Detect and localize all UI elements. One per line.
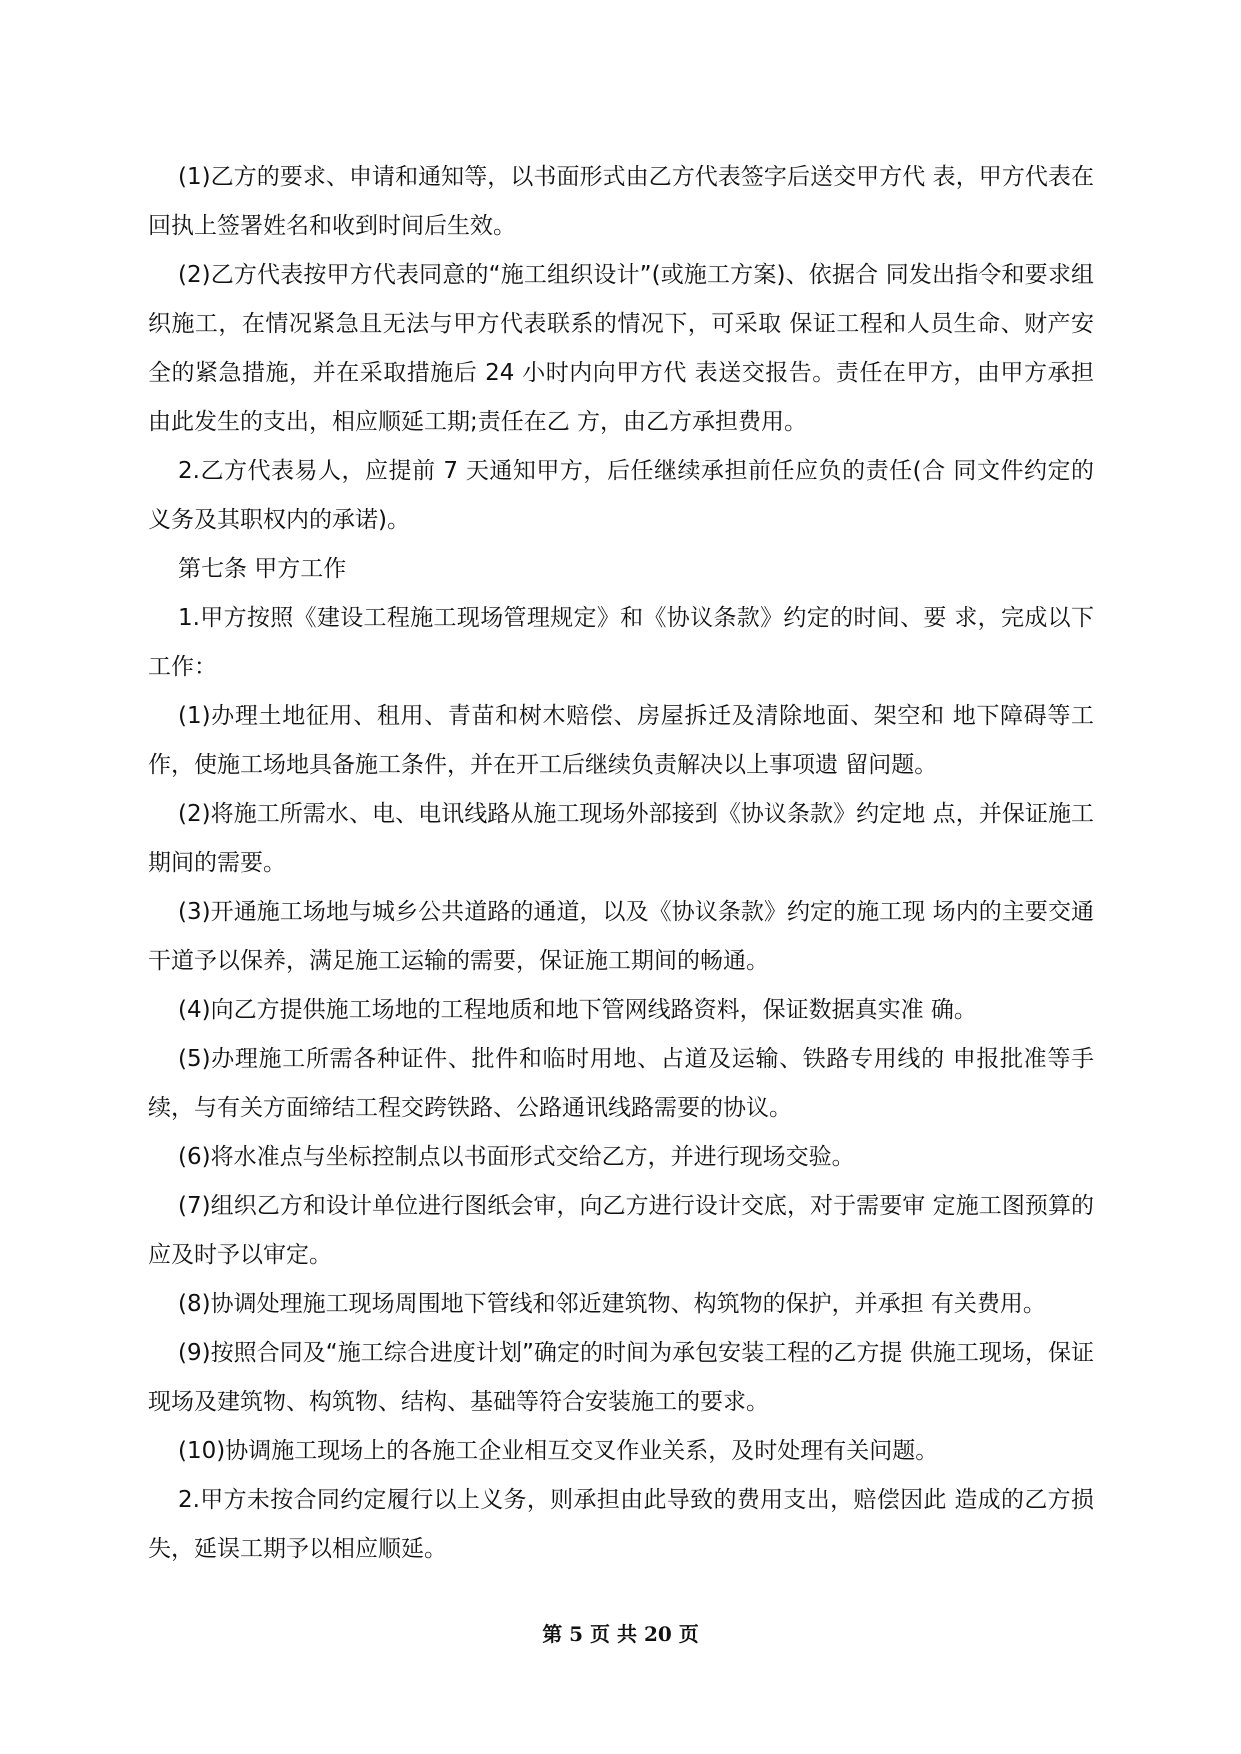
- paragraph-duty-8: (8)协调处理施工现场周围地下管线和邻近建筑物、构筑物的保护，并承担 有关费用。: [178, 1291, 1046, 1317]
- paragraph-representative-notice: (1)乙方的要求、申请和通知等，以书面形式由乙方代表签字后送交甲方代 表，甲方代表在回执上签署姓名和收到时间后生效。: [148, 164, 1094, 239]
- page-number: 第 5 页 共 20 页: [542, 1622, 699, 1646]
- paragraph-duty-6: (6)将水准点与坐标控制点以书面形式交给乙方，并进行现场交验。: [178, 1144, 855, 1170]
- paragraph-duty-10: (10)协调施工现场上的各施工企业相互交叉作业关系，及时处理有关问题。: [178, 1438, 939, 1464]
- paragraph-duty-7: (7)组织乙方和设计单位进行图纸会审，向乙方进行设计交底，对于需要审 定施工图预算的应及时予以审定。: [148, 1193, 1094, 1268]
- paragraph-duty-3: (3)开通施工场地与城乡公共道路的通道，以及《协议条款》约定的施工现 场内的主要交通干道予以保养，满足施工运输的需要，保证施工期间的畅通。: [148, 899, 1094, 974]
- paragraph-duty-1: (1)办理土地征用、租用、青苗和树木赔偿、房屋拆迁及清除地面、架空和 地下障碍等工作，使施工场地具备施工条件，并在开工后继续负责解决以上事项遗 留问题。: [148, 703, 1094, 778]
- paragraph-duty-9: (9)按照合同及“施工综合进度计划”确定的时间为承包安装工程的乙方提 供施工现场，保证现场及建筑物、构筑物、结构、基础等符合安装施工的要求。: [148, 1340, 1094, 1415]
- article-heading: 第七条 甲方工作: [178, 556, 347, 582]
- paragraph-duty-4: (4)向乙方提供施工场地的工程地质和地下管网线路资料，保证数据真实准 确。: [178, 997, 977, 1023]
- paragraph-duty-2: (2)将施工所需水、电、电讯线路从施工现场外部接到《协议条款》约定地 点，并保证施工期间的需要。: [148, 801, 1094, 876]
- paragraph-breach-liability: 2.甲方未按合同约定履行以上义务，则承担由此导致的费用支出，赔偿因此 造成的乙方损失，延误工期予以相应顺延。: [148, 1487, 1094, 1562]
- document-body: [148, 153, 1094, 1574]
- paragraph-duty-5: (5)办理施工所需各种证件、批件和临时用地、占道及运输、铁路专用线的 申报批准等手续，与有关方面缔结工程交跨铁路、公路通讯线路需要的协议。: [148, 1046, 1094, 1121]
- paragraph-representative-instructions: (2)乙方代表按甲方代表同意的“施工组织设计”(或施工方案)、依据合 同发出指令和要求组织施工，在情况紧急且无法与甲方代表联系的情况下，可采取 保证工程和人员生命、财产安全的紧急措施，并在采取措施后 24 小时内向甲方代 表送交报告。责任在甲方，由甲方承担由此发生的支出，相应顺延工期;责任在乙 方，由乙方承担费用。: [148, 262, 1094, 435]
- paragraph-representative-replacement: 2.乙方代表易人，应提前 7 天通知甲方，后任继续承担前任应负的责任(合 同文件约定的义务及其职权内的承诺)。: [148, 458, 1094, 533]
- paragraph-party-a-duties: 1.甲方按照《建设工程施工现场管理规定》和《协议条款》约定的时间、要 求，完成以下工作：: [148, 605, 1094, 680]
